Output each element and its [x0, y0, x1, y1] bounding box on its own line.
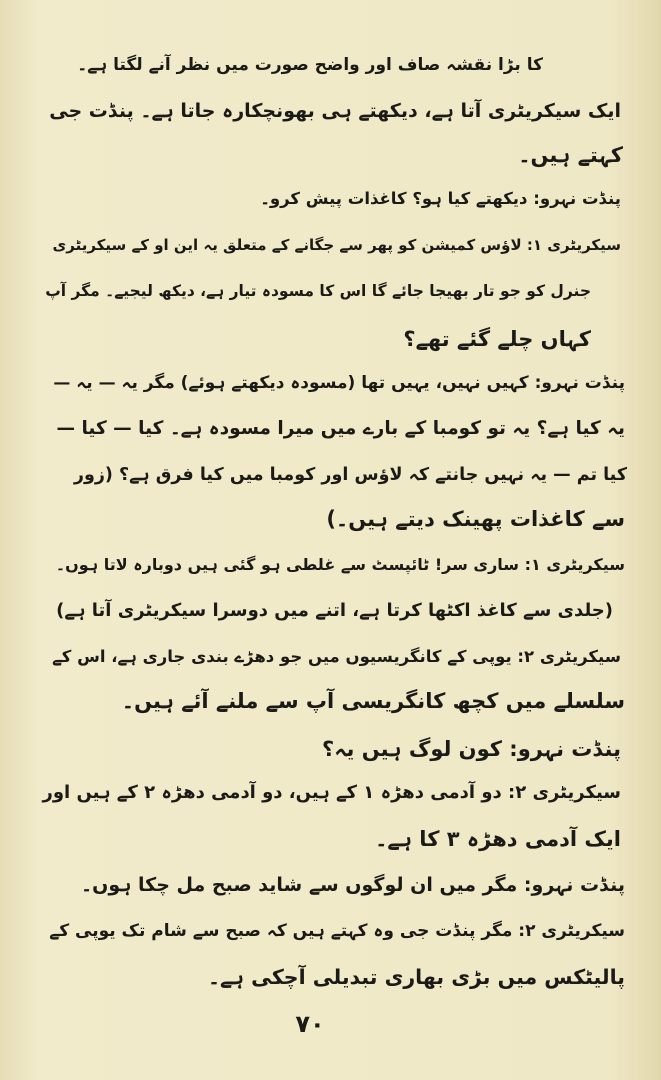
text-line: پنڈت نہرو: کون لوگ ہیں یہ؟	[322, 737, 621, 761]
text-line: پنڈت نہرو: کہیں نہیں، یہیں تھا (مسودہ دیکھتے ہوئے) مگر یہ — یہ —	[53, 373, 625, 393]
text-line: کیا تم — یہ نہیں جانتے کہ لاؤس اور کومبا میں کیا فرق ہے؟ (زور	[73, 465, 627, 485]
page-number: ۷۰	[295, 1010, 325, 1038]
text-line: سیکریٹری ۱: ساری سر! ٹائپسٹ سے غلطی ہو گئی ہیں دوبارہ لاتا ہوں۔	[55, 555, 625, 574]
text-line: سیکریٹری ۲: مگر پنڈت جی وہ کہتے ہیں کہ صبح سے شام تک یوپی کے	[49, 921, 625, 941]
text-line: کا بڑا نقشہ صاف اور واضح صورت میں نظر آنے لگتا ہے۔	[77, 55, 543, 75]
text-line: یہ کیا ہے؟ یہ تو کومبا کے بارے میں میرا مسودہ ہے۔ کیا — کیا —	[57, 418, 625, 439]
text-line: ایک سیکریٹری آتا ہے، دیکھتے ہی بھونچکارہ جاتا ہے۔ پنڈت جی	[49, 100, 621, 122]
text-line: ایک آدمی دھڑہ ۳ کا ہے۔	[375, 827, 621, 851]
text-line: جنرل کو جو تار بھیجا جائے گا اس کا مسودہ تیار ہے، دیکھ لیجیے۔ مگر آپ	[45, 282, 591, 300]
text-line: سیکریٹری ۲: یوپی کے کانگریسیوں میں جو دھڑے بندی جاری ہے، اس کے	[52, 647, 621, 666]
text-line: سیکریٹری ۱: لاؤس کمیشن کو پھر سے جگانے کے متعلق یہ این او کے سیکریٹری	[52, 236, 621, 254]
text-line: (جلدی سے کاغذ اکٹھا کرتا ہے، اتنے میں دوسرا سیکریٹری آتا ہے)	[56, 600, 613, 621]
text-line: پنڈت نہرو: مگر میں ان لوگوں سے شاید صبح مل چکا ہوں۔	[81, 874, 625, 896]
text-line: سلسلے میں کچھ کانگریسی آپ سے ملنے آئے ہیں۔	[121, 689, 625, 713]
text-line: پالیٹکس میں بڑی بھاری تبدیلی آچکی ہے۔	[207, 965, 625, 989]
text-line: پنڈت نہرو: دیکھتے کیا ہو؟ کاغذات پیش کرو۔	[260, 189, 621, 208]
text-line: کہتے ہیں۔	[518, 143, 623, 167]
text-line: سیکریٹری ۲: دو آدمی دھڑہ ۱ کے ہیں، دو آدمی دھڑہ ۲ کے ہیں اور	[42, 782, 621, 803]
text-line: سے کاغذات پھینک دیتے ہیں۔)	[326, 507, 625, 531]
text-line: کہاں چلے گئے تھے؟	[403, 327, 591, 351]
